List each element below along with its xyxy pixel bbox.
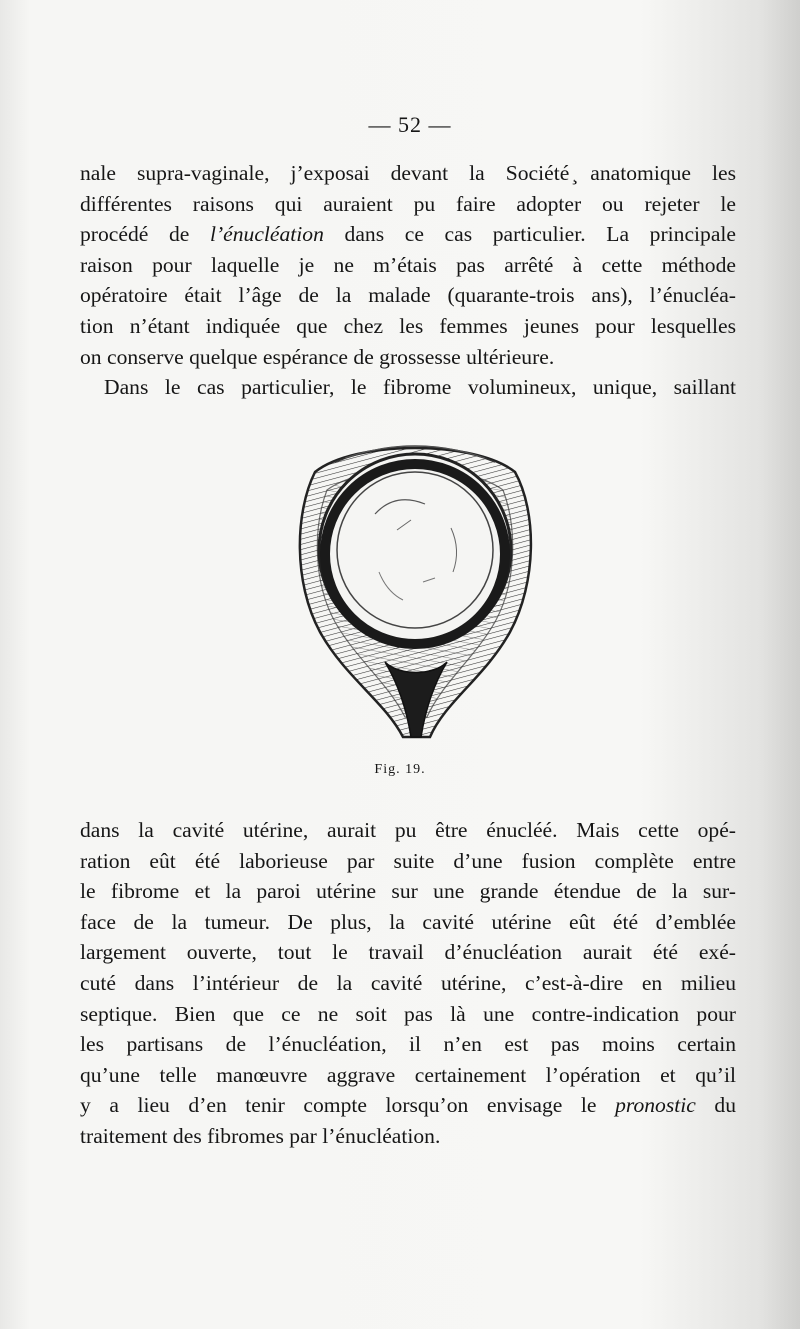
text-line: ration eût été laborieuse par suite d’une fusion complète entre <box>80 848 736 873</box>
figure-caption: Fig. 19. <box>374 762 426 777</box>
text-segment: du <box>714 1093 736 1118</box>
text-line: opératoire était l’âge de la malade (quarante-trois ans), l’énucléa- <box>80 283 736 308</box>
text-line: différentes raisons qui auraient pu faire adopter ou rejeter le <box>80 191 736 216</box>
text-segment: dans ce cas particulier. La principale <box>344 222 736 247</box>
text-line: traitement des fibromes par l’énucléation. <box>80 1123 441 1148</box>
text-line <box>80 1090 736 1121</box>
text-segment: procédé de <box>80 222 190 247</box>
text-line: cuté dans l’intérieur de la cavité utérine, c’est-à-dire en milieu <box>80 970 736 995</box>
text-line: qu’une telle manœuvre aggrave certainement l’opération et qu’il <box>80 1062 736 1087</box>
text-line: tion n’étant indiquée que chez les femmes jeunes pour lesquelles <box>80 313 736 338</box>
uterus-fibroid-drawing <box>275 432 555 752</box>
italic-term: l’énucléation <box>209 222 324 247</box>
text-line: largement ouverte, tout le travail d’énucléation aurait été exé- <box>80 940 736 965</box>
text-line: face de la tumeur. De plus, la cavité utérine eût été d’emblée <box>80 909 736 934</box>
text-line: septique. Bien que ce ne soit pas là une contre-indication pour <box>80 1001 736 1026</box>
text-line <box>80 219 736 250</box>
text-line: raison pour laquelle je ne m’étais pas arrêté à cette méthode <box>80 252 736 277</box>
text-segment: y a lieu d’en tenir compte lorsqu’on envisage le <box>80 1093 597 1118</box>
paragraph-1 <box>80 158 736 403</box>
paragraph-2 <box>80 815 736 1152</box>
text-line: nale supra-vaginale, j’exposai devant la Société ̧anatomique les <box>80 161 736 185</box>
text-line: on conserve quelque espérance de grossesse ultérieure. <box>80 344 555 369</box>
text-line: le fibrome et la paroi utérine sur une grande étendue de la sur- <box>80 879 736 904</box>
text-line: Dans le cas particulier, le fibrome volumineux, unique, saillant <box>104 375 736 400</box>
italic-term: pronostic <box>615 1093 696 1118</box>
text-line: les partisans de l’énucléation, il n’en est pas moins certain <box>80 1032 736 1057</box>
page-number: — 52 — <box>368 112 452 137</box>
figure-illustration <box>275 432 555 752</box>
text-line: dans la cavité utérine, aurait pu être énucléé. Mais cette opé- <box>80 818 736 842</box>
